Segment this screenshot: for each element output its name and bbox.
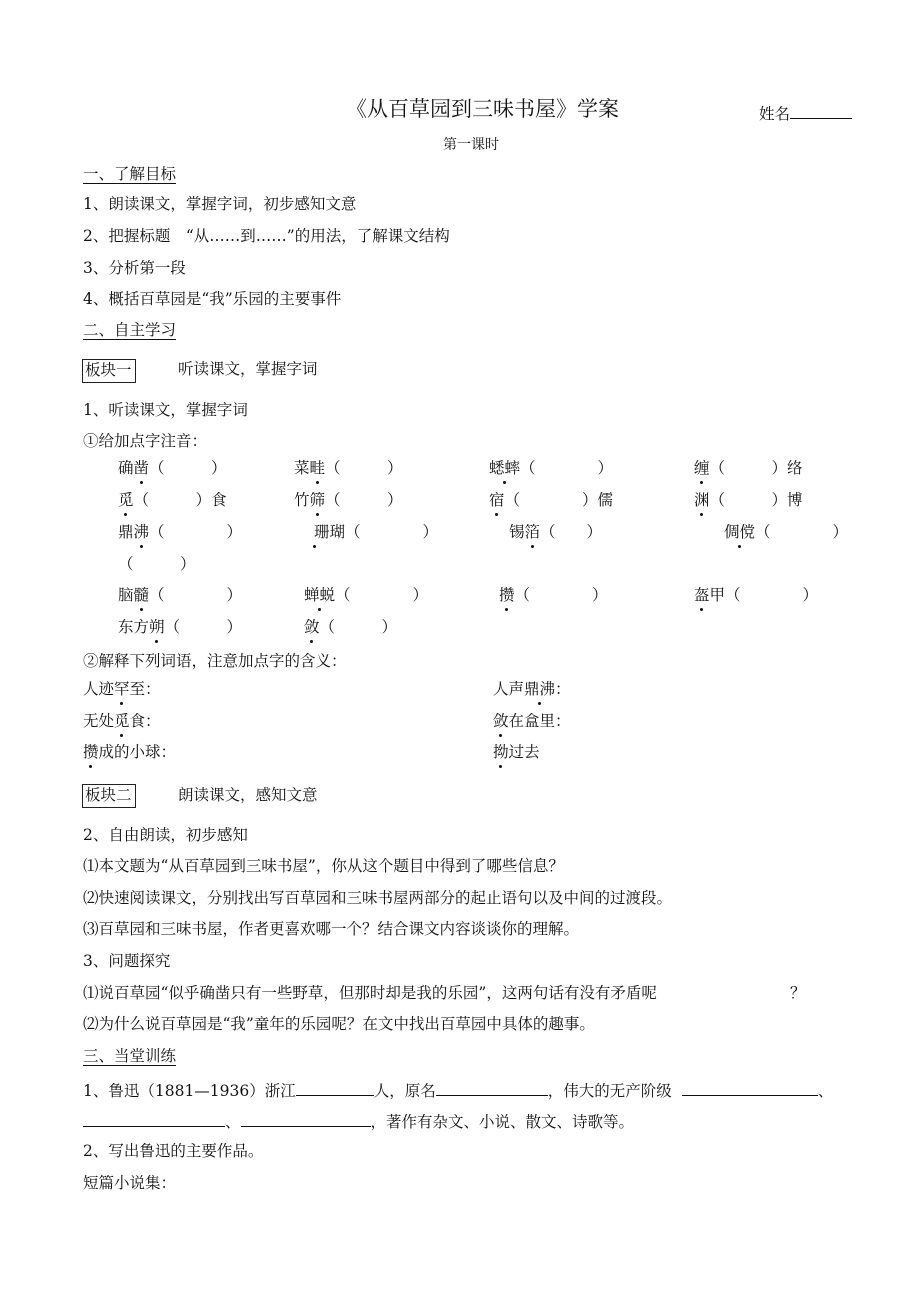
fill-text: ，著作有杂文、小说、散文、诗歌等。 (370, 1113, 635, 1131)
blank-title-3[interactable] (241, 1112, 371, 1127)
section-1-title: 一、了解目标 (83, 165, 177, 183)
pinyin-item (314, 525, 438, 541)
dotted-char: 畦 (309, 459, 326, 477)
block-2-tag: 板块二 (82, 784, 136, 808)
pinyin-blank[interactable]: （ ） (520, 459, 614, 477)
word-prefix: 人迹 (83, 680, 115, 698)
question-2-item: ⑴本文题为“从百草园到三味书屋”，你从这个题目中得到了哪些信息？ (83, 857, 564, 875)
goal-item: 4、概括百草园是“我”乐园的主要事件 (83, 290, 342, 308)
blank-title-2[interactable] (83, 1112, 225, 1127)
pinyin-prefix: 东方 (118, 618, 150, 636)
word-suffix: ： (555, 680, 571, 698)
pinyin-blank[interactable]: （ ） (540, 523, 603, 541)
blank-original-name[interactable] (436, 1081, 548, 1096)
pinyin-blank[interactable]: （ ） (325, 459, 403, 477)
question-3: 3、问题探究 (83, 952, 171, 970)
dotted-char: 朔 (149, 618, 165, 636)
training-question-2: 2、写出鲁迅的主要作品。 (83, 1142, 264, 1160)
dotted-char: 敛 (493, 712, 509, 730)
dotted-char: 觅 (118, 491, 134, 509)
pinyin-blank[interactable]: （ ） (514, 586, 608, 604)
fill-text: 人，原名 (373, 1082, 436, 1100)
goal-item: 2、把握标题 “从……到……”的用法，了解课文结构 (83, 227, 450, 245)
pinyin-blank[interactable]: （ ） (149, 523, 243, 541)
pinyin-blank[interactable]: （ ） (319, 618, 398, 636)
goal-item: 3、分析第一段 (83, 259, 186, 277)
dotted-char: 拗 (493, 743, 509, 761)
pinyin-prefix: 鼎 (118, 523, 134, 541)
dotted-char: 凿 (133, 459, 150, 477)
dotted-char: 箔 (524, 523, 541, 541)
dotted-char: 罕 (114, 680, 130, 698)
block-1-label: 听读课文，掌握字词 (178, 360, 318, 378)
pinyin-blank[interactable]: 甲（ ） (709, 586, 819, 604)
dotted-char: 缠 (694, 459, 710, 477)
pinyin-item (118, 493, 227, 509)
pinyin-item (694, 461, 803, 477)
pinyin-item (694, 588, 818, 604)
short-story-label: 短篇小说集： (83, 1174, 177, 1192)
dotted-char: 髓 (133, 586, 150, 604)
dotted-char: 鼎沸 (524, 680, 556, 698)
question-1: 1、听读课文，掌握字词 (83, 401, 248, 419)
pinyin-blank[interactable]: （ ） (325, 491, 403, 509)
fill-text: ，伟大的无产阶级 (547, 1082, 672, 1100)
block-2-label: 朗读课文，感知文意 (178, 786, 318, 804)
pinyin-item (304, 620, 397, 636)
pinyin-prefix: 菜 (294, 459, 310, 477)
dotted-char: 觅 (114, 712, 130, 730)
pinyin-prefix: 脑 (118, 586, 134, 604)
pinyin-blank[interactable]: （ ） (149, 586, 243, 604)
word-item (83, 745, 176, 761)
block-1-tag: 板块一 (82, 359, 136, 383)
word-item (493, 682, 571, 698)
pinyin-item (489, 493, 613, 509)
word-item (493, 714, 571, 730)
word-prefix: 无处 (83, 712, 115, 730)
pinyin-blank[interactable]: （ ） (149, 459, 227, 477)
pinyin-item (304, 588, 428, 604)
question-2-item: ⑶百草园和三味书屋，作者更喜欢哪一个？结合课文内容谈谈你的理解。 (83, 920, 580, 938)
pinyin-blank[interactable]: （ ） (164, 618, 243, 636)
page-title: 《从百草园到三味书屋》学案 (346, 97, 619, 121)
word-item (83, 682, 161, 698)
pinyin-item (724, 525, 848, 541)
question-2-item: ⑵快速阅读课文，分别找出写百草园和三味书屋两部分的起止语句以及中间的过渡段。 (83, 889, 673, 907)
fill-line-2 (83, 1112, 634, 1131)
pinyin-blank[interactable]: 珊瑚（ ） (314, 523, 439, 541)
pinyin-item (118, 620, 242, 636)
goal-item: 1、朗读课文，掌握字词，初步感知文意 (83, 195, 357, 213)
pinyin-blank[interactable]: （ ）食 (133, 491, 227, 509)
dotted-char: 宿 (489, 491, 505, 509)
question-1b: ②解释下列词语，注意加点字的含义： (83, 652, 347, 670)
fill-text: 、 (817, 1082, 834, 1100)
name-label-text: 姓名 (759, 105, 791, 123)
word-prefix: 人声 (493, 680, 525, 698)
pinyin-item (499, 588, 608, 604)
pinyin-item (509, 525, 602, 541)
word-suffix: 过去 (508, 743, 540, 761)
dotted-char: 攒 (83, 743, 99, 761)
question-3-item: ⑵为什么说百草园是“我”童年的乐园呢？在文中找出百草园中具体的趣事。 (83, 1015, 595, 1033)
pinyin-item (118, 588, 242, 604)
word-suffix: 在盒里： (508, 712, 571, 730)
pinyin-item (118, 461, 227, 477)
pinyin-blank[interactable]: （ ）博 (709, 491, 803, 509)
section-3-title: 三、当堂训练 (83, 1047, 177, 1065)
fill-line-1 (83, 1081, 833, 1100)
dotted-char: 蟋蟀 (489, 459, 521, 477)
word-item (493, 745, 540, 761)
dotted-char: 筛 (309, 491, 326, 509)
question-2: 2、自由朗读，初步感知 (83, 826, 248, 844)
pinyin-item (294, 493, 403, 509)
question-mark: ？ (790, 984, 806, 1002)
fill-text: 、 (225, 1113, 241, 1131)
pinyin-blank[interactable]: （ ） (755, 523, 849, 541)
section-2-title: 二、自主学习 (83, 321, 177, 339)
pinyin-blank[interactable]: （ ）儒 (504, 491, 614, 509)
dotted-char: 沸 (133, 523, 150, 541)
pinyin-prefix: 确 (118, 459, 134, 477)
blank-hometown[interactable] (296, 1081, 374, 1096)
name-field[interactable] (790, 104, 852, 119)
pinyin-prefix: 竹 (294, 491, 310, 509)
question-3-item: ⑴说百草园“似乎确凿只有一些野草，但那时却是我的乐园”，这两句话有没有矛盾呢 (83, 984, 657, 1002)
dotted-char: 蝉蜕 (304, 586, 336, 604)
name-label (759, 104, 852, 123)
pinyin-prefix: 锡 (509, 523, 525, 541)
blank-title-1[interactable] (682, 1081, 818, 1096)
word-suffix: 成的小球： (98, 743, 177, 761)
pinyin-item (489, 461, 613, 477)
pinyin-blank[interactable]: （ ） (335, 586, 429, 604)
dotted-char: 攒 (499, 586, 515, 604)
dotted-char: 倜傥 (724, 523, 756, 541)
word-suffix: 至： (129, 680, 161, 698)
dotted-char: 敛 (304, 618, 320, 636)
pinyin-item (294, 461, 403, 477)
dotted-char: 盔 (694, 586, 710, 604)
word-item (83, 714, 161, 730)
word-suffix: 食： (129, 712, 161, 730)
dotted-char: 渊 (694, 491, 710, 509)
page-subtitle: 第一课时 (443, 137, 499, 153)
fill-text: 1、鲁迅（1881—1936）浙江 (83, 1082, 296, 1100)
pinyin-item (694, 493, 803, 509)
pinyin-blank-continued[interactable]: （ ） (118, 555, 196, 573)
pinyin-item (118, 525, 242, 541)
question-1a: ①给加点字注音： (83, 432, 208, 450)
pinyin-blank[interactable]: （ ）络 (709, 459, 803, 477)
